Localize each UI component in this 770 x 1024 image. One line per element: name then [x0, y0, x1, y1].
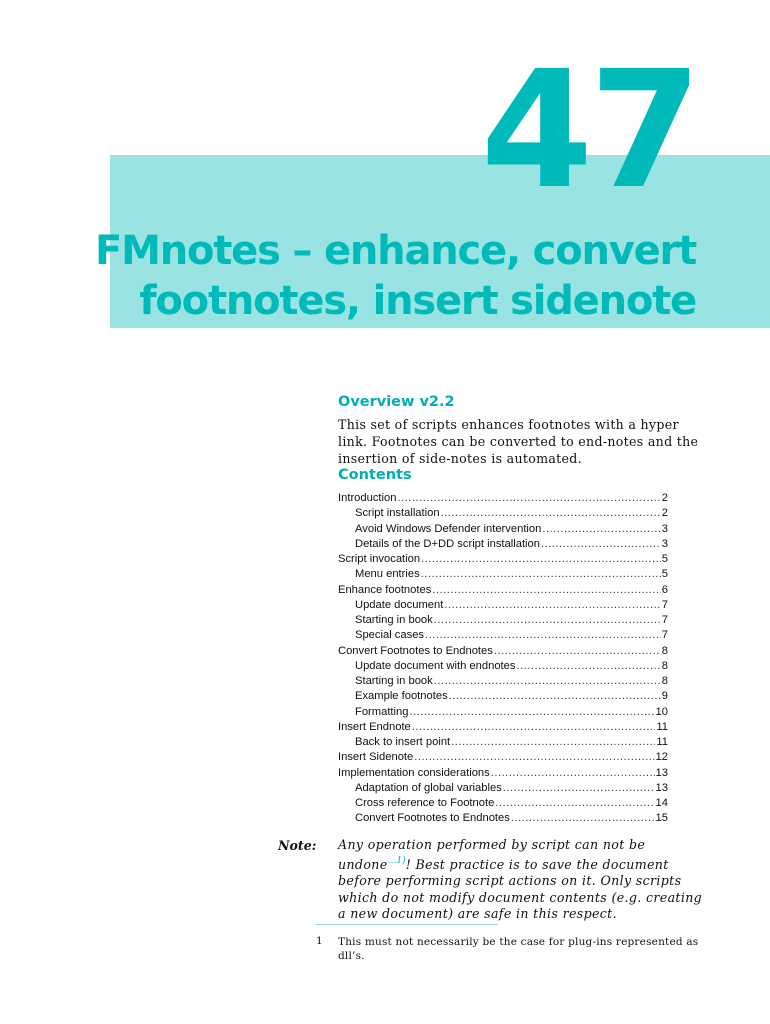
- toc-entry-page: 2: [661, 507, 668, 520]
- toc-entry-title: Convert Footnotes to Endnotes: [355, 812, 510, 825]
- toc-entry-title: Details of the D+DD script installation: [355, 537, 540, 550]
- toc-entry[interactable]: [338, 598, 668, 613]
- toc-leader-dots: [409, 705, 654, 720]
- toc-entry-title: Special cases: [355, 629, 425, 642]
- toc-leader-dots: [541, 537, 661, 552]
- toc-entry[interactable]: [338, 659, 668, 674]
- toc-leader-dots: [451, 735, 655, 750]
- toc-leader-dots: [449, 689, 661, 704]
- toc-entry[interactable]: [338, 644, 668, 659]
- chapter-number: 47: [480, 37, 698, 225]
- toc-entry-title: Starting in book: [355, 675, 433, 687]
- toc-entry-page: 11: [656, 736, 668, 748]
- toc-leader-dots: [397, 491, 660, 506]
- toc-entry-page: 3: [661, 537, 668, 550]
- toc-entry[interactable]: [338, 522, 668, 537]
- toc-leader-dots: [516, 659, 660, 674]
- toc-entry-page: 8: [661, 675, 668, 687]
- toc-entry[interactable]: [338, 705, 668, 720]
- note-text: [338, 837, 708, 922]
- chapter-title-line-2: footnotes, insert sidenote: [139, 278, 696, 324]
- chapter-title: [95, 226, 696, 326]
- footnote-reference-link[interactable]: …1): [387, 856, 406, 867]
- toc-entry-title: Formatting: [355, 705, 409, 718]
- toc-entry-page: 9: [661, 690, 668, 703]
- chapter-title-line-1: FMnotes – enhance, convert: [94, 228, 696, 274]
- toc-entry-title: Convert Footnotes to Endnotes: [338, 644, 493, 657]
- toc-entry-title: Cross reference to Footnote: [355, 797, 495, 809]
- toc-entry-page: 3: [661, 522, 668, 535]
- toc-leader-dots: [542, 522, 660, 537]
- footnote-separator: [316, 924, 498, 925]
- toc-entry-title: Insert Endnote: [338, 720, 411, 733]
- toc-leader-dots: [494, 644, 661, 659]
- toc-entry-page: 5: [661, 568, 668, 581]
- toc-entry-page: 13: [655, 766, 668, 779]
- toc-entry[interactable]: [338, 750, 668, 765]
- toc-leader-dots: [412, 720, 656, 735]
- toc-entry[interactable]: [338, 491, 668, 506]
- toc-entry-title: Menu entries: [355, 568, 420, 581]
- toc-entry[interactable]: [338, 674, 668, 689]
- footnote-text: This must not necessarily be the case for plug-ins represented as dll’s.: [338, 936, 699, 962]
- toc-entry[interactable]: [338, 583, 668, 598]
- toc-entry-page: 7: [661, 614, 668, 626]
- toc-entry-title: Enhance footnotes: [338, 583, 432, 596]
- toc-entry-title: Update document with endnotes: [355, 659, 516, 672]
- toc-entry[interactable]: [338, 552, 668, 567]
- table-of-contents: [338, 491, 668, 827]
- toc-entry-title: Avoid Windows Defender intervention: [355, 522, 542, 535]
- contents-heading: Contents: [338, 467, 412, 483]
- note-text-after: ! Best practice is to save the document before performing script actions on it. Only scripts which do not modify document contents (e.g. creating a new document) are safe in this respect.: [338, 857, 703, 921]
- toc-entry-title: Adaptation of global variables: [355, 781, 502, 794]
- toc-entry[interactable]: [338, 613, 668, 628]
- toc-entry-title: Update document: [355, 598, 444, 611]
- toc-entry-title: Implementation considerations: [338, 766, 490, 779]
- toc-entry[interactable]: [338, 628, 668, 643]
- toc-leader-dots: [414, 750, 654, 765]
- toc-leader-dots: [421, 552, 661, 567]
- toc-entry-title: Script installation: [355, 507, 440, 520]
- toc-entry-page: 7: [661, 598, 668, 611]
- toc-leader-dots: [495, 796, 654, 811]
- toc-entry-title: Script invocation: [338, 553, 421, 565]
- toc-entry-page: 10: [655, 705, 668, 718]
- toc-leader-dots: [444, 598, 660, 613]
- note-text-before: Any operation performed by script can not be undone: [338, 837, 646, 873]
- overview-heading: Overview v2.2: [338, 394, 455, 410]
- toc-entry-page: 15: [655, 812, 668, 825]
- toc-entry-title: Starting in book: [355, 614, 433, 626]
- toc-leader-dots: [511, 811, 655, 826]
- toc-entry[interactable]: [338, 567, 668, 582]
- overview-text: This set of scripts enhances footnotes with a hyper link. Footnotes can be converted to end-notes and the insertion of side-notes is automated.: [338, 417, 699, 466]
- toc-entry-title: Back to insert point: [355, 736, 451, 748]
- toc-entry[interactable]: [338, 720, 668, 735]
- toc-entry[interactable]: [338, 811, 668, 826]
- toc-entry-title: Insert Sidenote: [338, 751, 414, 764]
- toc-leader-dots: [432, 583, 660, 598]
- footnote-number: 1: [316, 935, 323, 947]
- toc-leader-dots: [434, 613, 661, 628]
- toc-entry-page: 7: [661, 629, 668, 642]
- toc-leader-dots: [425, 628, 661, 643]
- toc-leader-dots: [434, 674, 661, 689]
- toc-leader-dots: [421, 567, 661, 582]
- toc-leader-dots: [503, 781, 655, 796]
- toc-entry-page: 6: [661, 583, 668, 596]
- toc-entry-page: 12: [655, 751, 668, 764]
- toc-entry-page: 5: [661, 553, 668, 565]
- toc-entry[interactable]: [338, 537, 668, 552]
- toc-entry-title: Example footnotes: [355, 690, 448, 703]
- toc-entry-title: Introduction: [338, 492, 397, 504]
- toc-entry-page: 8: [661, 644, 668, 657]
- toc-leader-dots: [491, 766, 655, 781]
- toc-entry[interactable]: [338, 689, 668, 704]
- toc-entry[interactable]: [338, 506, 668, 521]
- toc-entry-page: 8: [661, 659, 668, 672]
- toc-entry[interactable]: [338, 735, 668, 750]
- toc-entry-page: 11: [656, 720, 668, 733]
- toc-entry[interactable]: [338, 781, 668, 796]
- toc-entry-page: 14: [655, 797, 668, 809]
- toc-entry[interactable]: [338, 796, 668, 811]
- toc-entry-page: 13: [655, 781, 668, 794]
- toc-entry-page: 2: [661, 492, 668, 504]
- toc-entry[interactable]: [338, 766, 668, 781]
- toc-leader-dots: [441, 506, 661, 521]
- note-label: Note:: [278, 838, 317, 853]
